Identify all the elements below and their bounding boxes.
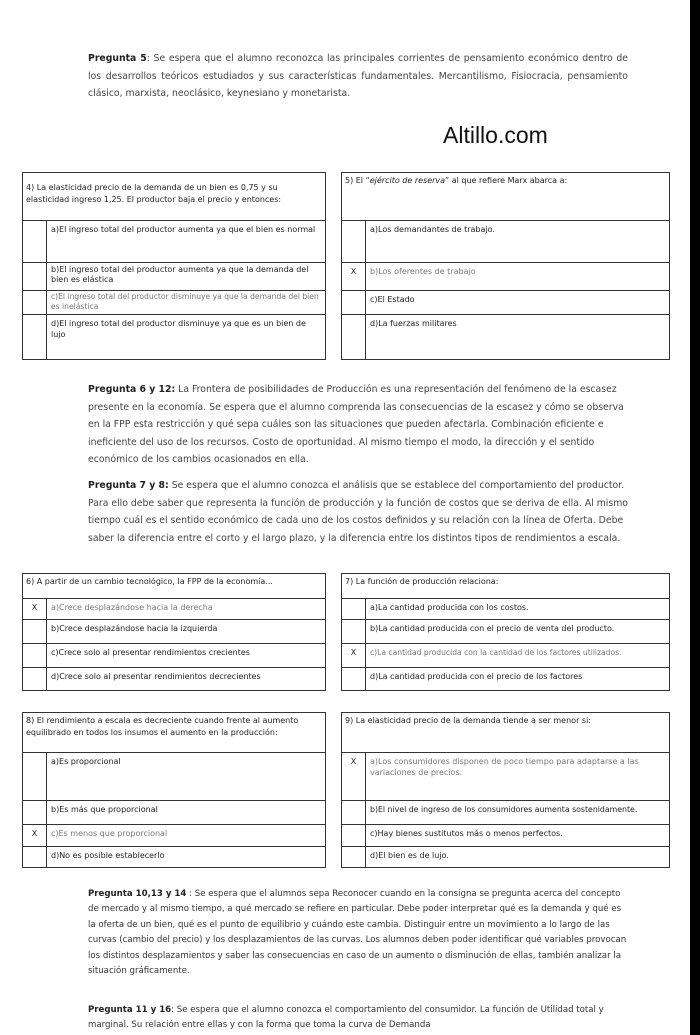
answer-mark xyxy=(23,801,47,824)
answer-mark: X xyxy=(342,753,366,800)
answer-mark xyxy=(23,753,47,800)
answer-mark xyxy=(23,315,47,359)
option-row xyxy=(23,668,325,690)
paragraph-pregunta-7-8 xyxy=(88,477,628,547)
paragraph-pregunta-5 xyxy=(88,50,628,103)
question-9-head: 9) La elasticidad precio de la demanda tiende a ser menor si: xyxy=(342,713,669,753)
option-row xyxy=(23,599,325,620)
question-5-head xyxy=(342,173,669,221)
answer-mark: X xyxy=(23,825,47,846)
option-text: a)Crece desplazándose hacia la derecha xyxy=(51,603,213,612)
question-9-table xyxy=(341,712,670,868)
paragraph-label: Pregunta 5 xyxy=(88,53,147,64)
option-text: d)Crece solo al presentar rendimientos decrecientes xyxy=(51,672,261,681)
answer-mark xyxy=(342,599,366,619)
paragraph-pregunta-11-16 xyxy=(88,1003,628,1034)
option-row xyxy=(23,221,325,263)
answer-mark xyxy=(342,291,366,314)
option-row xyxy=(23,753,325,801)
answer-mark xyxy=(342,315,366,359)
option-text: c)El ingreso total del productor disminuye ya que la demanda del bien es inelástica xyxy=(51,292,319,311)
question-4-head: 4) La elasticidad precio de la demanda de un bien es 0,75 y su elasticidad ingreso 1,25. El productor baja el precio y entonces: xyxy=(23,173,325,221)
question-6-table xyxy=(22,573,326,691)
option-row xyxy=(23,263,325,291)
option-row xyxy=(23,291,325,315)
question-8-head: 8) El rendimiento a escala es decreciente cuando frente al aumento equilibrado en todos los insumos el aumento en la producción: xyxy=(23,713,325,753)
option-text: b)El ingreso total del productor aumenta ya que la demanda del bien es elástica xyxy=(51,265,309,284)
option-text: c)Hay bienes sustitutos más o menos perfectos. xyxy=(370,829,563,838)
paragraph-text: : Se espera que el alumno reconozca las principales corrientes de pensamiento económico dentro de los desarrollos teóricos estudiados y sus características fundamentales. Mercantilismo, Fisiocracia, pensamiento clásico, marxista, neoclásico, keynesiano y monetarista. xyxy=(88,53,628,100)
paragraph-text: La Frontera de posibilidades de Producción es una representación del fenómeno de la escasez presente en la economía. Se espera que el alumno comprenda las consecuencias de la escasez y cómo se observa en la FPP esta restricción y qué sepa cuáles son las situaciones que pueden afectarla. Combinación eficiente e ineficiente del uso de los recursos. Costo de oportunidad. Al mismo tiempo el modo, la dirección y el sentido económico de los cambios ocasionados en ella. xyxy=(88,384,624,466)
question-6-head: 6) A partir de un cambio tecnológico, la FPP de la economía... xyxy=(23,574,325,599)
answer-mark xyxy=(23,291,47,314)
paragraph-label: Pregunta 6 y 12: xyxy=(88,384,176,395)
answer-mark xyxy=(23,221,47,262)
question-7-table xyxy=(341,573,670,691)
answer-mark xyxy=(23,263,47,290)
page-edge-bar xyxy=(690,0,700,1035)
option-text: b)El nivel de ingreso de los consumidores aumenta sostenidamente. xyxy=(370,805,638,814)
answer-mark xyxy=(23,644,47,667)
answer-mark xyxy=(342,801,366,824)
answer-mark xyxy=(23,668,47,690)
option-row xyxy=(23,620,325,644)
question-5-head-post: ” al que refiere Marx abarca a: xyxy=(445,176,568,185)
option-text: c)La cantidad producida con la cantidad de los factores utilizados. xyxy=(370,648,622,657)
option-row xyxy=(342,801,669,825)
option-text: c)Es menos que proporcional xyxy=(51,829,168,838)
paragraph-text: Se espera que el alumno conozca el análisis que se establece del comportamiento del productor. Para ello debe saber que representa la función de producción y la función de costos que se deriva de ella. Al mismo tiempo cuál es el sentido económico de cada uno de los costos definidos y su relación con la línea de Oferta. Debe saber la diferencia entre el corto y el largo plazo, y la diferencia entre los distintos tipos de rendimientos a escala. xyxy=(88,480,628,544)
option-text: d)El ingreso total del productor disminuye ya que es un bien de lujo xyxy=(51,319,306,339)
option-row xyxy=(342,644,669,668)
answer-mark xyxy=(342,221,366,262)
answer-mark xyxy=(23,620,47,643)
option-text: d)La fuerzas militares xyxy=(370,319,457,328)
option-text: a)La cantidad producida con los costos. xyxy=(370,603,529,612)
option-row xyxy=(23,847,325,867)
paragraph-label: Pregunta 11 y 16 xyxy=(88,1005,172,1015)
question-4-table xyxy=(22,172,326,360)
paragraph-label: Pregunta 7 y 8: xyxy=(88,480,169,491)
option-text: a)Los demandantes de trabajo. xyxy=(370,225,495,234)
question-5-head-pre: 5) El “ xyxy=(345,176,370,185)
option-text: d)La cantidad producida con el precio de los factores xyxy=(370,672,583,681)
option-text: d)El bien es de lujo. xyxy=(370,851,449,860)
paragraph-label: Pregunta 10,13 y 14 xyxy=(88,889,187,899)
option-row xyxy=(342,753,669,801)
paragraph-pregunta-10-13-14 xyxy=(88,887,628,979)
answer-mark: X xyxy=(23,599,47,619)
answer-mark: X xyxy=(342,263,366,290)
answer-mark xyxy=(342,668,366,690)
question-7-head: 7) La función de producción relaciona: xyxy=(342,574,669,599)
option-text: a)El ingreso total del productor aumenta ya que el bien es normal xyxy=(51,225,316,234)
answer-mark xyxy=(342,847,366,867)
option-text: b)Los oferentes de trabajo xyxy=(370,267,476,276)
watermark: Altillo.com xyxy=(443,122,548,148)
option-row xyxy=(23,801,325,825)
option-row xyxy=(342,620,669,644)
option-text: a)Los consumidores disponen de poco tiempo para adaptarse a las variaciones de precios. xyxy=(370,757,639,777)
option-text: b)Crece desplazándose hacia la izquierda xyxy=(51,624,218,633)
option-row xyxy=(342,221,669,263)
answer-mark xyxy=(342,620,366,643)
answer-mark: X xyxy=(342,644,366,667)
question-5-table xyxy=(341,172,670,360)
answer-mark xyxy=(342,825,366,846)
option-row xyxy=(23,644,325,668)
option-text: b)Es más que proporcional xyxy=(51,805,158,814)
answer-mark xyxy=(23,847,47,867)
option-text: c)El Estado xyxy=(370,295,415,304)
option-row xyxy=(342,825,669,847)
question-8-table xyxy=(22,712,326,868)
option-text: c)Crece solo al presentar rendimientos crecientes xyxy=(51,648,250,657)
option-row xyxy=(342,263,669,291)
question-5-head-emphasis: ejército de reserva xyxy=(369,176,446,185)
option-text: a)Es proporcional xyxy=(51,757,121,766)
paragraph-pregunta-6-12 xyxy=(88,381,628,469)
option-row xyxy=(342,291,669,315)
option-row xyxy=(342,668,669,690)
option-row xyxy=(23,315,325,359)
option-row xyxy=(342,315,669,359)
option-row xyxy=(342,847,669,867)
option-text: b)La cantidad producida con el precio de venta del producto. xyxy=(370,624,615,633)
paragraph-text: : Se espera que el alumno conozca el comportamiento del consumidor. La función de Utilidad total y marginal. Su relación entre ellas y con la forma que toma la curva de Demanda xyxy=(88,1005,604,1031)
paragraph-text: : Se espera que el alumnos sepa Reconocer cuando en la consigna se pregunta acerca del concepto de mercado y al mismo tiempo, a qué mercado se refiere en particular. Debe poder interpretar qué es la demanda y qué es la oferta de un bien, qué es el punto de equilibrio y cuándo este cambia. Distinguir entre un movimiento a lo largo de las curvas (cambio del precio) y los desplazamientos de las curvas. Los alumnos deben poder identificar qué variables provocan los distintos desplazamientos y saber las consecuencias en caso de un aumento o disminución de ellas, también analizar la situación gráficamente. xyxy=(88,889,627,977)
option-row xyxy=(342,599,669,620)
option-row xyxy=(23,825,325,847)
option-text: d)No es posible establecerlo xyxy=(51,851,165,860)
